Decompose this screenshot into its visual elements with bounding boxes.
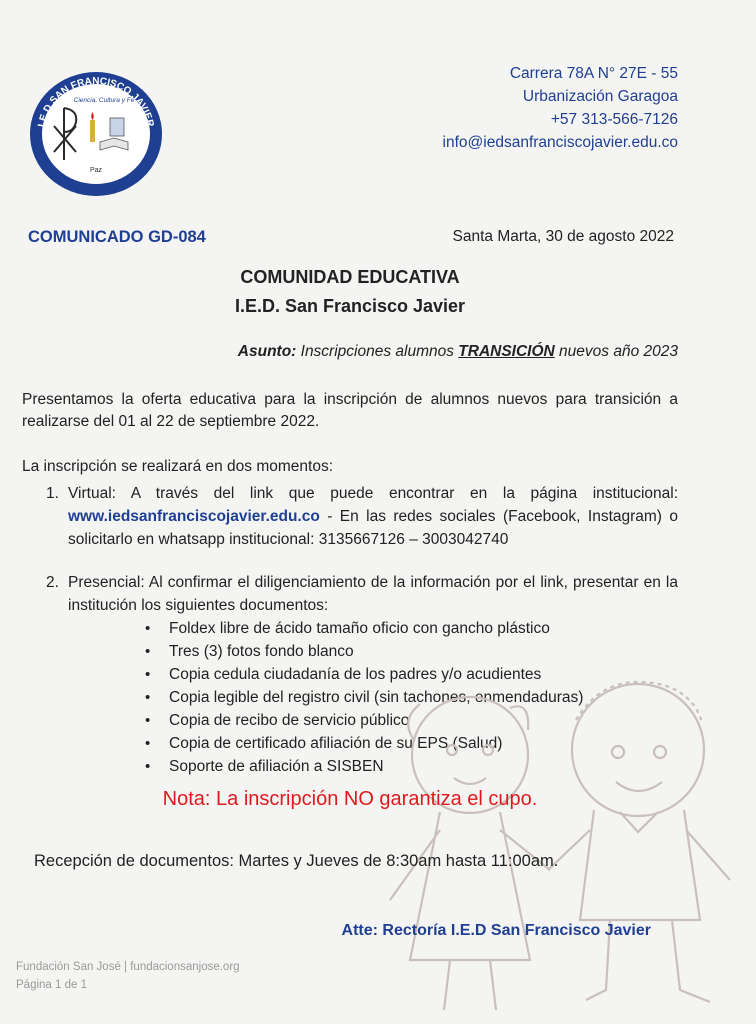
- logo-ring-top-text: I.E.D SAN FRANCISCO JAVIER: [36, 75, 156, 128]
- list-item-presencial: [46, 571, 678, 617]
- subject-line: [238, 343, 678, 361]
- item-presencial-text: Presencial: Al confirmar el diligenciamiento de la información por el link, presentar en la institución los siguientes documentos:: [68, 574, 678, 614]
- logo-center-word: Paz: [89, 167, 103, 174]
- intro-paragraph: Presentamos la oferta educativa para la inscripción de alumnos nuevos para transición a realizarse del 01 al 22 de septiembre 2022.: [22, 391, 678, 430]
- page-footer: [16, 958, 240, 994]
- children-sketch-illustration: [380, 660, 756, 1024]
- item-number: 2.: [46, 574, 59, 591]
- email-line: info@iedsanfranciscojavier.edu.co: [442, 134, 678, 151]
- signature-line: Atte: Rectoría I.E.D San Francisco Javier: [341, 922, 651, 939]
- note-warning: Nota: La inscripción NO garantiza el cupo.: [162, 788, 538, 810]
- institution-url: www.iedsanfranciscojavier.edu.co: [68, 508, 320, 525]
- logo-motto: Ciencia, Cultura y Fe: [73, 97, 135, 104]
- address-line: Carrera 78A N° 27E - 55: [509, 65, 678, 82]
- title-line-2: I.E.D. San Francisco Javier: [234, 296, 466, 316]
- item-virtual-text-b: - En las redes sociales (Facebook, Instagram) o solicitarlo en whatsapp institucional: 3135667126 – 3003042740: [68, 508, 678, 548]
- item-number: 1.: [46, 485, 59, 502]
- footer-source: Fundación San José | fundacionsanjose.org: [16, 961, 240, 973]
- document-item: • Copia cedula ciudadanía de los padres y/o acudientes: [145, 663, 583, 686]
- document-item: • Tres (3) fotos fondo blanco: [145, 640, 583, 663]
- logo-ring-bottom-text: SANTA MARTA D.T.C.H: [56, 155, 136, 182]
- neighborhood-line: Urbanización Garagoa: [522, 88, 678, 105]
- subject-label: Asunto:: [237, 343, 297, 360]
- list-item-virtual: [46, 482, 678, 551]
- comunicado-code: COMUNICADO GD-084: [28, 228, 206, 246]
- contact-block: [443, 62, 678, 154]
- subject-text-before: Inscripciones alumnos: [296, 343, 459, 360]
- reception-hours: Recepción de documentos: Martes y Jueves de 8:30am hasta 11:00am.: [34, 852, 559, 870]
- document-item: • Foldex libre de ácido tamaño oficio con gancho plástico: [145, 617, 583, 640]
- momentos-intro: La inscripción se realizará en dos momentos:: [22, 458, 334, 475]
- document-item: • Copia de certificado afiliación de su EPS (Salud): [145, 732, 583, 755]
- school-logo-seal: [26, 68, 166, 198]
- subject-text-after: nuevos año 2023: [554, 343, 678, 360]
- document-date: Santa Marta, 30 de agosto 2022: [452, 228, 674, 245]
- phone-line: +57 313-566-7126: [550, 111, 678, 128]
- document-item: • Copia de recibo de servicio público: [145, 709, 583, 732]
- footer-page-number: Página 1 de 1: [16, 979, 87, 991]
- title-line-1: COMUNIDAD EDUCATIVA: [240, 267, 460, 287]
- document-item: • Soporte de afiliación a SISBEN: [145, 755, 583, 778]
- item-virtual-text-a: Virtual: A través del link que puede encontrar en la página institucional:: [68, 485, 678, 502]
- subject-highlight: TRANSICIÓN: [458, 343, 555, 360]
- document-item: • Copia legible del registro civil (sin tachones, enmendaduras): [145, 686, 583, 709]
